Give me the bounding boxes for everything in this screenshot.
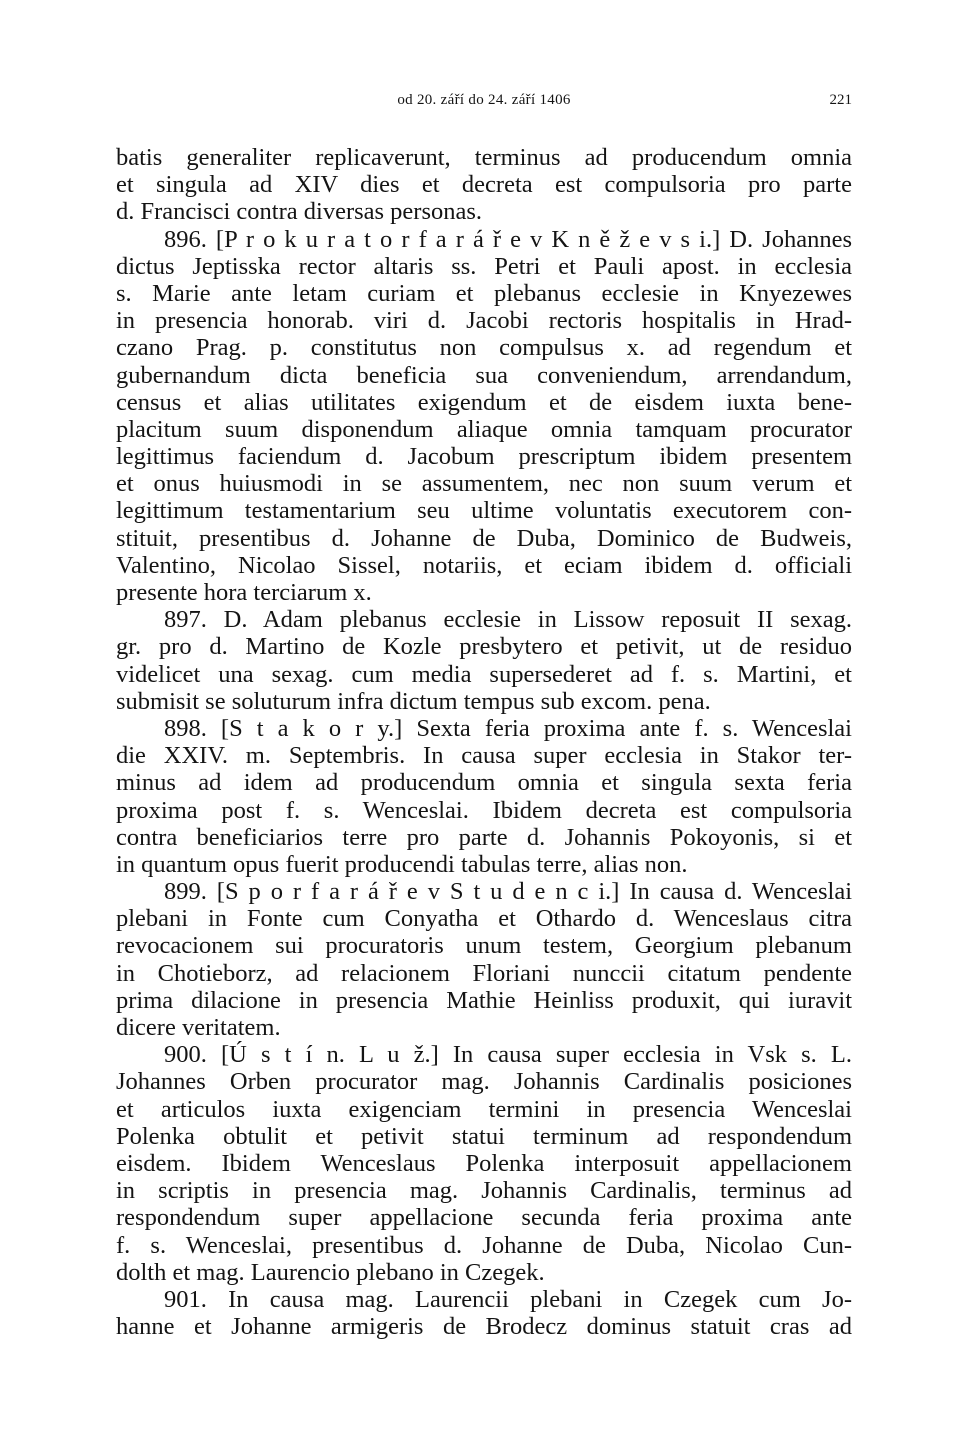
- text-line: in presencia honorab. viri d. Jacobi rectoris hospitalis in Hrad-: [116, 307, 852, 335]
- text-line: revocacionem sui procuratoris unum testem, Georgium plebanum: [116, 932, 852, 960]
- text-line: czano Prag. p. constitutus non compulsus x. ad regendum et: [116, 334, 852, 362]
- text-line: die XXIV. m. Septembris. In causa super ecclesia in Stakor ter-: [116, 742, 852, 770]
- text-line: in scriptis in presencia mag. Johannis Cardinalis, terminus ad: [116, 1177, 852, 1205]
- text-line: dicere veritatem.: [116, 1014, 281, 1041]
- text-line: in Chotieborz, ad relacionem Floriani nunccii citatum pendente: [116, 959, 852, 987]
- text-line: dictus Jeptisska rector altaris ss. Petri et Pauli apost. in ecclesia: [116, 252, 852, 280]
- text-line: f. s. Wenceslai, presentibus d. Johanne de Duba, Nicolao Cun-: [116, 1231, 852, 1259]
- text-line: legittimus faciendum d. Jacobum prescriptum ibidem presentem: [116, 443, 852, 471]
- running-header: [116, 92, 852, 116]
- text-line: dolth et mag. Laurencio plebano in Czegek.: [116, 1258, 545, 1286]
- text-line: minus ad idem ad producendum omnia et singula sexta feria: [116, 769, 852, 797]
- text-line: 896. [P r o k u r a t o r f a r á ř e v K n ě ž e v s i.] D. Johannes: [164, 225, 852, 253]
- text-line: gr. pro d. Martino de Kozle presbytero et petivit, ut de residuo: [116, 633, 852, 661]
- text-line: videlicet una sexag. cum media supersederet ad f. s. Martini, et: [116, 660, 852, 688]
- text-line: census et alias utilitates exigendum et de eisdem iuxta bene-: [116, 388, 852, 416]
- text-line: d. Francisci contra diversas personas.: [116, 198, 483, 226]
- text-line: 901. In causa mag. Laurencii plebani in Czegek cum Jo-: [164, 1285, 852, 1313]
- text-line: et articulos iuxta exigenciam termini in presencia Wenceslai: [116, 1095, 852, 1123]
- text-line: 900. [Ú s t í n. L u ž.] In causa super ecclesia in Vsk s. L.: [164, 1041, 852, 1069]
- text-line: plebani in Fonte cum Conyatha et Othardo d. Wenceslaus citra: [116, 905, 852, 933]
- text-line: eisdem. Ibidem Wenceslaus Polenka interposuit appellacionem: [116, 1149, 852, 1177]
- text-line: hanne et Johanne armigeris de Brodecz dominus statuit cras ad: [116, 1313, 852, 1341]
- text-line: respondendum super appellacione secunda feria proxima ante: [116, 1204, 852, 1232]
- text-line: 897. D. Adam plebanus ecclesie in Lissow reposuit II sexag.: [164, 606, 852, 634]
- text-line: 899. [S p o r f a r á ř e v S t u d e n c i.] In causa d. Wenceslai: [164, 878, 852, 906]
- page-number: 221: [829, 92, 852, 108]
- text-line: proxima post f. s. Wenceslai. Ibidem decreta est compulsoria: [116, 796, 852, 824]
- text-line: submisit se soluturum infra dictum tempus sub excom. pena.: [116, 687, 711, 715]
- text-line: Valentino, Nicolao Sissel, notariis, et eciam ibidem d. officiali: [116, 551, 852, 579]
- text-line: et onus huiusmodi in se assumentem, nec non suum verum et: [116, 470, 852, 498]
- text-line: 898. [S t a k o r y.] Sexta feria proxima ante f. s. Wenceslai: [164, 714, 852, 742]
- text-line: stituit, presentibus d. Johanne de Duba, Dominico de Budweis,: [116, 524, 852, 552]
- text-line: s. Marie ante letam curiam et plebanus ecclesie in Knyezewes: [116, 279, 852, 307]
- text-line: prima dilacione in presencia Mathie Heinliss produxit, qui iuravit: [116, 986, 852, 1014]
- text-line: in quantum opus fuerit producendi tabulas terre, alias non.: [116, 850, 688, 878]
- text-line: gubernandum dicta beneficia sua conveniendum, arrendandum,: [116, 361, 852, 389]
- text-line: Polenka obtulit et petivit statui terminum ad respondendum: [116, 1122, 852, 1150]
- text-line: placitum suum disponendum aliaque omnia tamquam procurator: [116, 415, 852, 443]
- running-title: od 20. září do 24. září 1406: [397, 92, 571, 108]
- text-line: presente hora terciarum x.: [116, 579, 372, 606]
- text-line: et singula ad XIV dies et decreta est compulsoria pro parte: [116, 171, 852, 199]
- text-line: legittimum testamentarium seu ultime voluntatis executorem con-: [116, 497, 852, 525]
- text-line: batis generaliter replicaverunt, terminus ad producendum omnia: [116, 144, 852, 171]
- text-line: Johannes Orben procurator mag. Johannis Cardinalis posiciones: [116, 1068, 852, 1096]
- text-line: contra beneficiarios terre pro parte d. Johannis Pokoyonis, si et: [116, 823, 852, 851]
- body-text: [116, 144, 852, 1340]
